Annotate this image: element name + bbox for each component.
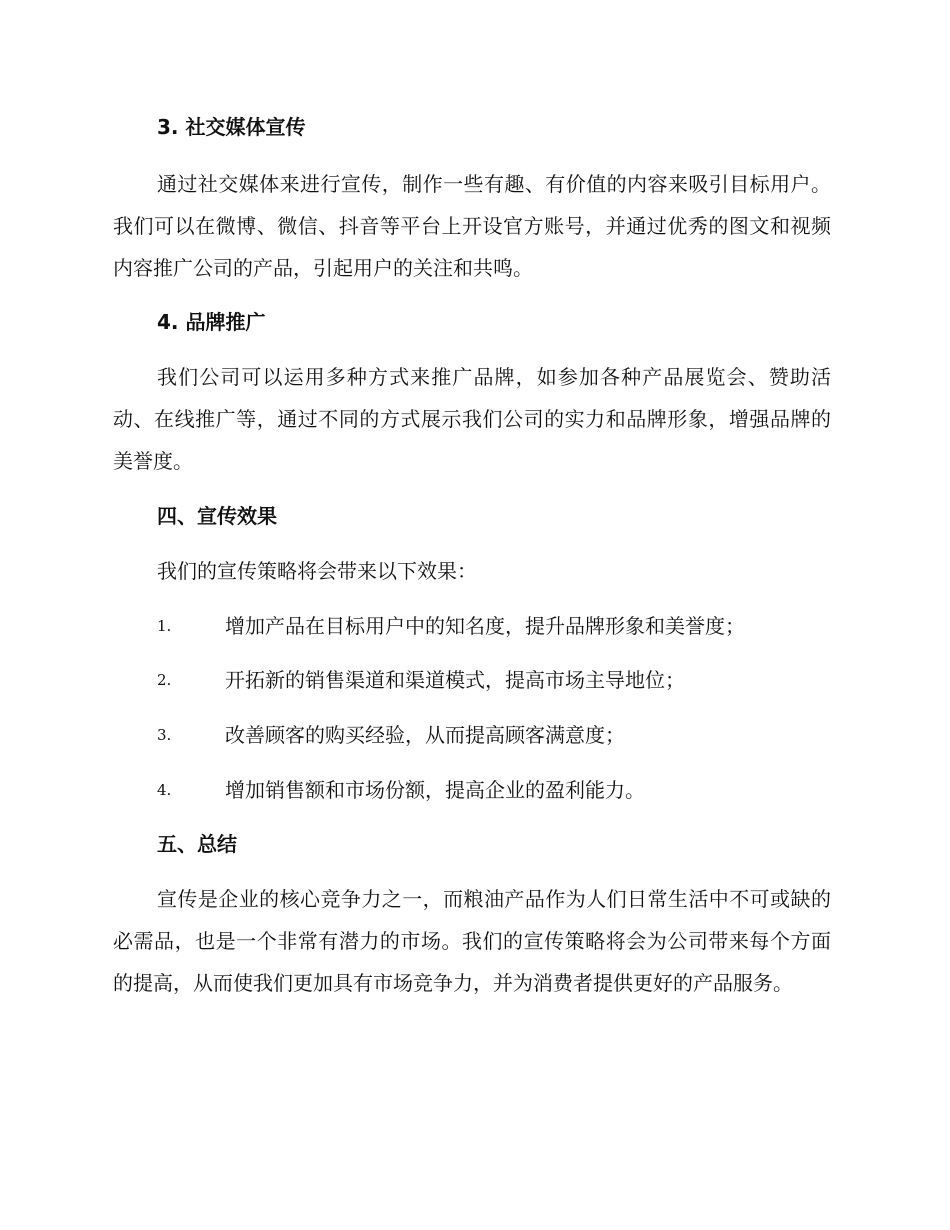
list-item-text: 开拓新的销售渠道和渠道模式，提高市场主导地位； [225,668,685,692]
heading-brand-promotion: 4. 品牌推广 [157,310,266,334]
list-item-text: 改善顾客的购买经验，从而提高顾客满意度； [225,723,625,747]
list-item-number: 4. [157,781,172,799]
list-item-number: 3. [157,726,172,744]
paragraph-summary: 宣传是企业的核心竞争力之一，而粮油产品作为人们日常生活中不可或缺的必需品，也是一个非常有潜力的市场。我们的宣传策略将会为公司带来每个方面的提高，从而使我们更加具有市场竞争力，并为消费者提供更好的产品服务。 [113,887,831,995]
list-item-number: 1. [157,617,172,635]
list-item-number: 2. [157,671,172,689]
paragraph-brand-promotion: 我们公司可以运用多种方式来推广品牌，如参加各种产品展览会、赞助活动、在线推广等，通过不同的方式展示我们公司的实力和品牌形象，增强品牌的美誉度。 [113,365,831,473]
heading-summary: 五、总结 [157,832,237,856]
effect-intro: 我们的宣传策略将会带来以下效果： [157,559,477,583]
list-item-text: 增加销售额和市场份额，提高企业的盈利能力。 [225,778,645,802]
heading-promotion-effect: 四、宣传效果 [157,504,277,528]
paragraph-social-media: 通过社交媒体来进行宣传，制作一些有趣、有价值的内容来吸引目标用户。我们可以在微博、微信、抖音等平台上开设官方账号，并通过优秀的图文和视频内容推广公司的产品，引起用户的关注和共鸣。 [113,172,831,280]
heading-social-media: 3. 社交媒体宣传 [157,115,306,139]
list-item-text: 增加产品在目标用户中的知名度，提升品牌形象和美誉度； [225,614,745,638]
